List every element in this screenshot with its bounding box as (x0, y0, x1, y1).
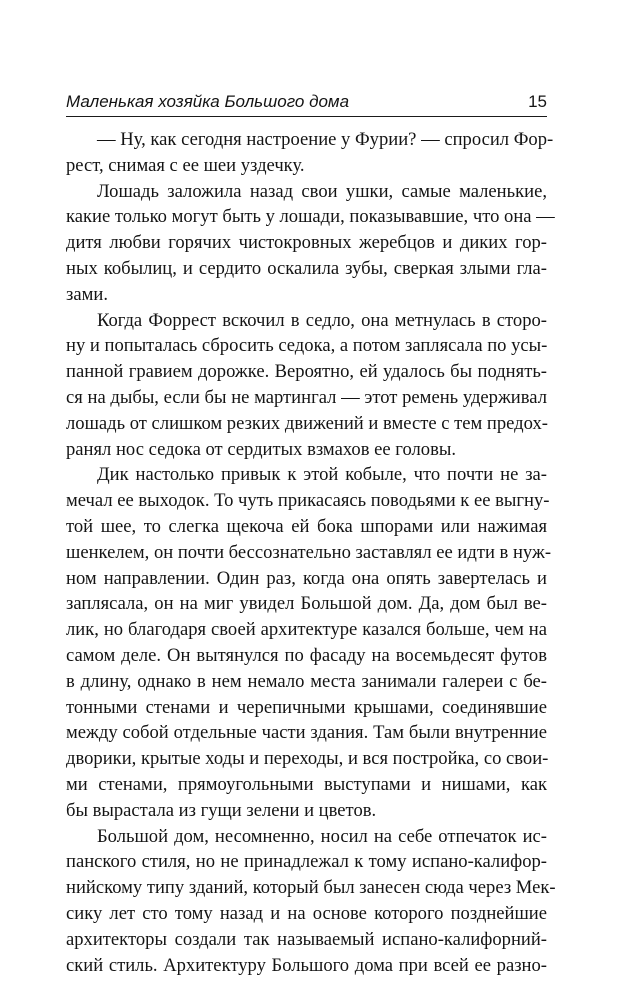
text-line: между собой отдельные части здания. Там были внутренние (66, 722, 547, 744)
text-line: ранял нос седока от сердитых взмахов ее головы. (66, 438, 457, 460)
text-line: дитя любви горячих чистокровных жеребцов и диких гор- (66, 232, 547, 254)
text-line: в длину, однако в нем немало места занимали галереи с бе- (66, 670, 547, 692)
text-line: Когда Форрест вскочил в седло, она метнулась в сторо- (97, 309, 547, 331)
text-line: лик, но благодаря своей архитектуре казался больше, чем на (66, 619, 547, 641)
text-line: ми стенами, прямоугольными выступами и нишами, как (66, 773, 547, 795)
running-header (66, 88, 547, 117)
text-line: мечал ее выходок. То чуть прикасаясь поводьями к ее выгну- (66, 490, 550, 512)
text-line: дворики, крытые ходы и переходы, и вся постройка, со свои- (66, 748, 549, 770)
running-title: Маленькая хозяйка Большого дома (66, 92, 350, 111)
text-line: ну и попыталась сбросить седока, а потом заплясала по усы- (66, 335, 548, 357)
page-number: 15 (528, 92, 547, 111)
text-line: какие только могут быть у лошади, показывавшие, что она — (66, 206, 555, 228)
text-line: ном направлении. Один раз, когда она опять завертелась и (66, 567, 547, 589)
paragraph (66, 462, 552, 823)
text-line: лошадь от слишком резких движений и вместе с тем предох- (66, 412, 548, 434)
text-line: ский стиль. Архитектуру Большого дома при всей ее разно- (66, 954, 547, 976)
text-line: Большой дом, несомненно, носил на себе отпечаток ис- (97, 825, 547, 847)
text-line: зами. (66, 283, 108, 305)
text-line: архитекторы создали так называемый испано-калифорний- (66, 928, 547, 950)
text-line: — Ну, как сегодня настроение у Фурии? — спросил Фор- (97, 129, 554, 150)
paragraph (66, 179, 555, 308)
paragraph (66, 824, 556, 979)
text-line: панского стиля, но не принадлежал к тому испано-калифор- (66, 851, 547, 873)
text-line: рест, снимая с ее шеи уздечку. (66, 154, 305, 176)
text-line: бы вырастала из гущи зелени и цветов. (66, 799, 377, 821)
text-line: сику лет сто тому назад и на основе которого позднейшие (66, 902, 547, 924)
body-text (66, 127, 556, 978)
text-line: Дик настолько привык к этой кобыле, что почти не за- (97, 464, 547, 486)
text-line: самом деле. Он вытянулся по фасаду на восемьдесят футов (66, 644, 547, 666)
text-line: тонными стенами и черепичными крышами, соединявшие (66, 696, 547, 718)
text-line: Лошадь заложила назад свои ушки, самые маленькие, (97, 180, 547, 202)
text-line: заплясала, он на миг увидел Большой дом. Да, дом был ве- (66, 593, 547, 615)
text-line: ся на дыбы, если бы не мартингал — этот ремень удерживал (66, 386, 547, 408)
text-line: панной гравием дорожке. Вероятно, ей удалось бы поднять- (66, 361, 547, 383)
text-line: той шее, то слегка щекоча ей бока шпорами или нажимая (66, 515, 547, 537)
text-line: нийскому типу зданий, который был занесен сюда через Мек- (66, 877, 556, 899)
paragraph (66, 308, 547, 463)
paragraph (66, 127, 554, 179)
text-line: шенкелем, он почти бессознательно заставлял ее идти в нуж- (66, 541, 552, 563)
text-line: ных кобылиц, и сердито оскалила зубы, сверкая злыми гла- (66, 257, 547, 279)
